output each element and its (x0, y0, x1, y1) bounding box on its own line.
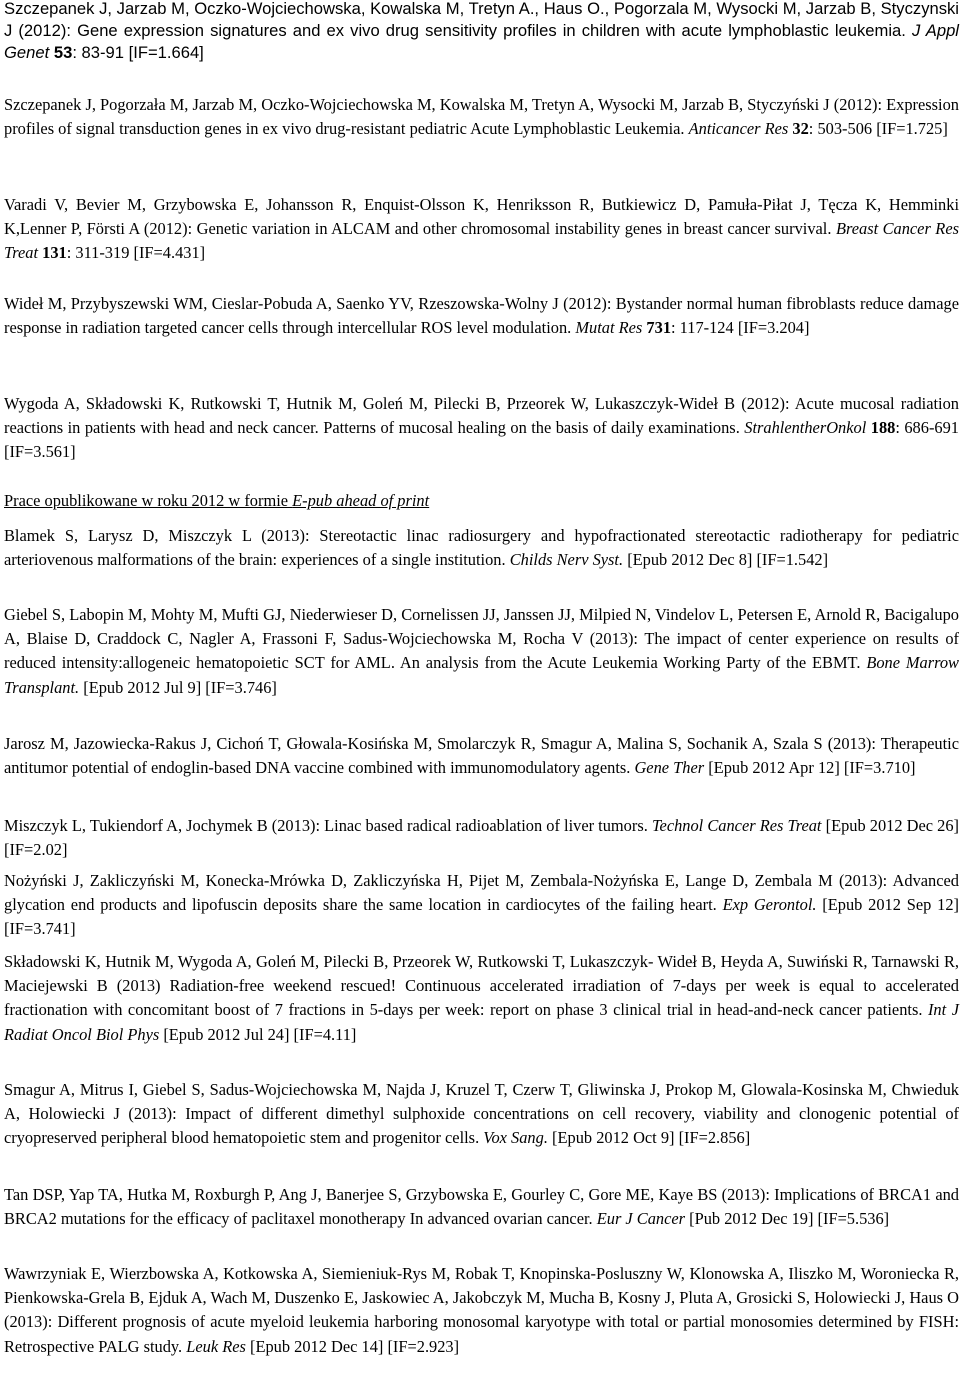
reference-pages: : 83-91 (72, 43, 124, 62)
reference-journal: Bone Marrow Transplant. (4, 653, 959, 697)
section-heading-text: Prace opublikowane w roku 2012 w formie (4, 491, 293, 510)
reference-pages: : 503-506 (808, 119, 873, 139)
reference-epub-info: [Epub 2012 Sep 12] [IF=3.741] (4, 895, 959, 939)
section-heading-italic: E-pub ahead of print (292, 491, 430, 510)
reference-authors: Składowski K, Hutnik M, Wygoda A, Goleń M, Pilecki B, Przeorek W, Rutkowski T, Lukaszczyk- Wideł B, Heyda A, Suwiński R, Tarnawski R, Maciejewski B (2013) Radiation-free weekend rescued! Continuous accelerated irradiation of 7-days per week is equal to accelerated fractionation with concomitant boost of 7 fractions in 5-days per week: report on phase 3 clinical trial in head-and-neck cancer patients. (4, 952, 959, 1020)
reference-authors: Szczepanek J, Jarzab M, Oczko-Wojciechowska, Kowalska M, Tretyn A., Haus O., Pogorzala M, Wysocki M, Jarzab B, Styczynski J (2012): Gene expression signatures and ex vivo drug sensitivity profiles in children with acute lymphoblastic leukemia. (4, 0, 959, 40)
reference-volume: 32 (792, 119, 809, 139)
reference-journal: Leuk Res (186, 1336, 246, 1356)
reference-authors: Varadi V, Bevier M, Grzybowska E, Johansson R, Enquist-Olsson K, Henriksson R, Butkiewicz D, Pamuła-Piłat J, Tęcza K, Hemminki K,Lenner P, Försti A (2012): Genetic variation in ALCAM and other chromosomal instability genes in breast cancer survival. (4, 195, 959, 239)
reference-authors: Blamek S, Larysz D, Miszczyk L (2013): Stereotactic linac radiosurgery and hypofractionated stereotactic radiotherapy for pediatric arteriovenous malformations of the brain: experiences of a single institution. (4, 526, 959, 570)
reference-epub-info: [Epub 2012 Jul 24] [IF=4.11] (159, 1024, 357, 1044)
reference-authors: Szczepanek J, Pogorzała M, Jarzab M, Oczko-Wojciechowska M, Kowalska M, Tretyn A, Wysocki M, Jarzab B, Styczyński J (2012): Expression profiles of signal transduction genes in ex vivo drug-resistant pediatric Acute Lymphoblastic Leukemia. (4, 95, 959, 139)
epub-reference-item (4, 1078, 959, 1151)
reference-impact: [IF=3.561] (4, 442, 76, 462)
epub-reference-item (4, 732, 959, 780)
reference-item (4, 292, 959, 340)
reference-epub-info: [Epub 2012 Jul 9] [IF=3.746] (79, 677, 277, 697)
reference-item (4, 0, 959, 64)
epub-reference-item (4, 869, 959, 942)
reference-journal: Gene Ther (634, 758, 705, 778)
reference-authors: Smagur A, Mitrus I, Giebel S, Sadus-Wojciechowska M, Najda J, Kruzel T, Czerw T, Gliwinska J, Prokop M, Glowala-Kosinska M, Chwieduk A, Holowiecki J (2013): Impact of different dimethyl sulphoxide concentrations on cell recovery, viability and clonogenic potential of cryopreserved peripheral blood hematopoietic stem and progenitor cells. (4, 1080, 959, 1148)
reference-impact: [IF=1.664] (128, 43, 204, 62)
reference-authors: Miszczyk L, Tukiendorf A, Jochymek B (2013): Linac based radical radioablation of liver tumors. (4, 816, 648, 835)
reference-impact: [IF=4.431] (133, 243, 206, 263)
reference-volume: 731 (646, 318, 672, 338)
reference-volume: 131 (42, 243, 67, 263)
reference-authors: Giebel S, Labopin M, Mohty M, Mufti GJ, Niederwieser D, Cornelissen JJ, Janssen JJ, Milpied N, Vindelov L, Petersen E, Arnold R, Bacigalupo A, Blaise D, Craddock C, Nagler A, Frassoni F, Sadus-Wojciechowska M, Rocha V (2013): The impact of center experience on results of reduced intensity:allogeneic hematopoietic SCT for AML. An analysis from the Acute Leukemia Working Party of the EBMT. (4, 605, 959, 673)
reference-authors: Wawrzyniak E, Wierzbowska A, Kotkowska A, Siemieniuk-Rys M, Robak T, Knopinska-Posluszny W, Klonowska A, Iliszko M, Woroniecka R, Pienkowska-Grela B, Ejduk A, Wach M, Duszenko E, Jaskowiec A, Jakobczyk M, Mucha B, Kosny J, Pluta A, Grosicki S, Holowiecki J, Haus O (2013): Different prognosis of acute myeloid leukemia harboring monosomal karyotype with total or partial monosomies determined by FISH: Retrospective PALG study. (4, 1264, 959, 1356)
reference-item (4, 193, 959, 266)
reference-epub-info: [Epub 2012 Apr 12] [IF=3.710] (704, 758, 916, 778)
epub-reference-item (4, 524, 959, 572)
reference-journal: Breast Cancer Res Treat (4, 219, 959, 263)
reference-journal: Childs Nerv Syst. (509, 550, 624, 570)
section-heading (4, 489, 959, 513)
epub-reference-item (4, 1262, 959, 1359)
epub-reference-item (4, 1183, 959, 1231)
reference-authors: Wygoda A, Składowski K, Rutkowski T, Hutnik M, Goleń M, Pilecki B, Przeorek W, Lukaszczyk-Wideł B (2012): Acute mucosal radiation reactions in patients with head and neck cancer. Patterns of mucosal healing on the basis of daily examinations. (4, 394, 959, 438)
reference-epub-info: [Epub 2012 Oct 9] [IF=2.856] (547, 1128, 751, 1148)
reference-volume: 53 (53, 43, 73, 62)
reference-epub-info: [Pub 2012 Dec 19] [IF=5.536] (685, 1209, 890, 1229)
reference-item (4, 93, 959, 141)
reference-epub-info: [Epub 2012 Dec 8] [IF=1.542] (623, 550, 829, 570)
reference-journal: Exp Gerontol. (722, 895, 817, 915)
reference-item (4, 392, 959, 465)
reference-journal: J Appl Genet (4, 21, 959, 62)
reference-authors: Jarosz M, Jazowiecka-Rakus J, Cichoń T, Głowala-Kosińska M, Smolarczyk R, Smagur A, Malina S, Sochanik A, Szala S (2013): Therapeutic antitumor potential of endoglin-based DNA vaccine combined with immunomodulatory agents. (4, 734, 959, 778)
reference-authors: Wideł M, Przybyszewski WM, Cieslar-Pobuda A, Saenko YV, Rzeszowska-Wolny J (2012): Bystander normal human fibroblasts reduce damage response in radiation targeted cancer cells through intercellular ROS level modulation. (4, 294, 959, 338)
reference-journal: Mutat Res (575, 318, 643, 338)
reference-journal: Vox Sang. (483, 1128, 548, 1148)
reference-volume: 188 (870, 418, 896, 438)
epub-reference-item (4, 814, 959, 862)
reference-journal: Technol Cancer Res Treat (651, 816, 822, 835)
epub-reference-item (4, 603, 959, 700)
reference-epub-info: [Epub 2012 Dec 14] [IF=2.923] (245, 1336, 460, 1356)
reference-epub-info: [Epub 2012 Dec 26] [IF=2.02] (4, 816, 960, 860)
reference-journal: Anticancer Res (688, 119, 789, 139)
reference-authors: Tan DSP, Yap TA, Hutka M, Roxburgh P, Ang J, Banerjee S, Grzybowska E, Gourley C, Gore ME, Kaye BS (2013): Implications of BRCA1 and BRCA2 mutations for the efficacy of paclitaxel monotherapy In advanced ovarian cancer. (4, 1185, 959, 1229)
reference-pages: : 117-124 (671, 318, 734, 338)
reference-journal: Eur J Cancer (596, 1209, 686, 1229)
reference-pages: : 311-319 (66, 243, 130, 263)
reference-impact: [IF=3.204] (737, 318, 810, 338)
reference-pages: : 686-691 (895, 418, 959, 438)
reference-journal: Int J Radiat Oncol Biol Phys (4, 1000, 959, 1044)
epub-reference-item (4, 950, 959, 1047)
reference-authors: Nożyński J, Zakliczyński M, Konecka-Mrówka D, Zakliczyńska H, Pijet M, Zembala-Nożyńska E, Lange D, Zembala M (2013): Advanced glycation end products and lipofuscin deposits share the same location in cardiocytes of the failing heart. (4, 871, 959, 915)
reference-journal: StrahlentherOnkol (744, 418, 867, 438)
reference-impact: [IF=1.725] (876, 119, 948, 139)
